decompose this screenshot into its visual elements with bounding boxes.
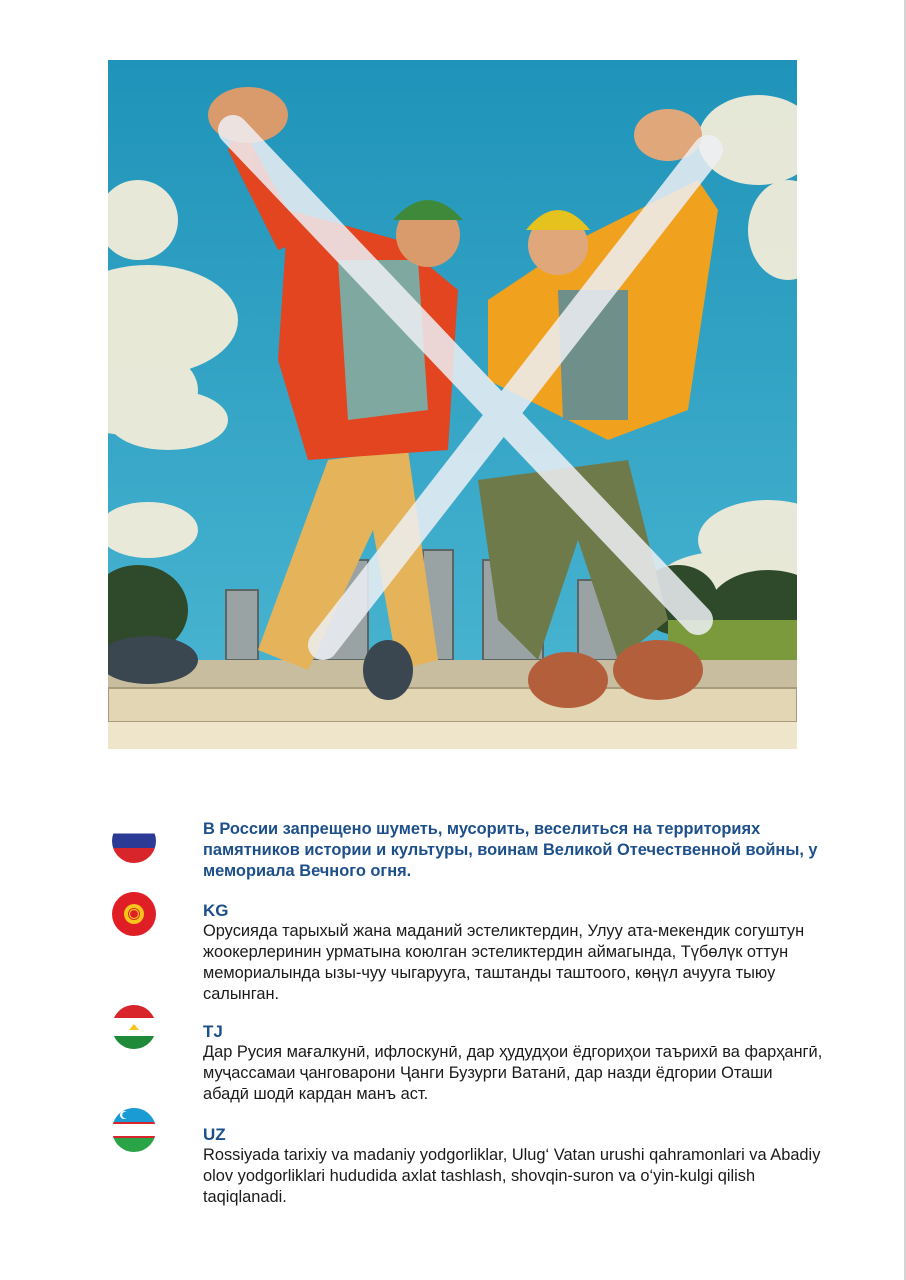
uzbek-message-text: Rossiyada tarixiy va madaniy yodgorliklar, Ulug‘ Vatan urushi qahramonlari va Abadiy olov yodgorliklari hududida axlat tashlash, shovqin-suron va o‘yin-kulgi qilish taqiqlanadi. <box>203 1146 821 1206</box>
tajikistan-flag-icon <box>112 1005 156 1049</box>
russian-message-text: В России запрещено шуметь, мусорить, веселиться на территориях памятников истории и культуры, воинам Великой Отечественной войны, у мемориала Вечного огня. <box>203 820 818 880</box>
russia-flag-icon <box>112 819 156 863</box>
tajik-message <box>203 1021 823 1105</box>
uzbek-message <box>203 1124 823 1208</box>
kg-language-code: KG <box>203 901 229 920</box>
russian-message <box>203 819 823 882</box>
tajik-message-text: Дар Русия мағалкунӣ, ифлоскунӣ, дар ҳудудҳои ёдгориҳои таърихӣ ва фарҳангӣ, муҷассамаи ҷанговарони Ҷанги Бузурги Ватанӣ, дар назди ёдгории Оташи абадӣ шодӣ кардан манъ аст. <box>203 1043 823 1103</box>
kyrgyzstan-flag-icon <box>112 892 156 936</box>
kyrgyz-message-text: Орусияда тарыхый жана маданий эстеликтердин, Улуу ата-мекендик согуштун жоокерлеринин урматына коюлган эстеликтердин аймагында, Түбөлүк оттун мемориалында ызы-чуу чыгарууга, таштанды таштоого, көңүл ачууга тыюу салынган. <box>203 922 805 1003</box>
uz-language-code: UZ <box>203 1125 226 1144</box>
kyrgyz-message <box>203 900 823 1005</box>
uzbekistan-flag-icon <box>112 1108 156 1152</box>
tj-language-code: TJ <box>203 1022 223 1041</box>
crossed-out-illustration <box>108 60 797 749</box>
